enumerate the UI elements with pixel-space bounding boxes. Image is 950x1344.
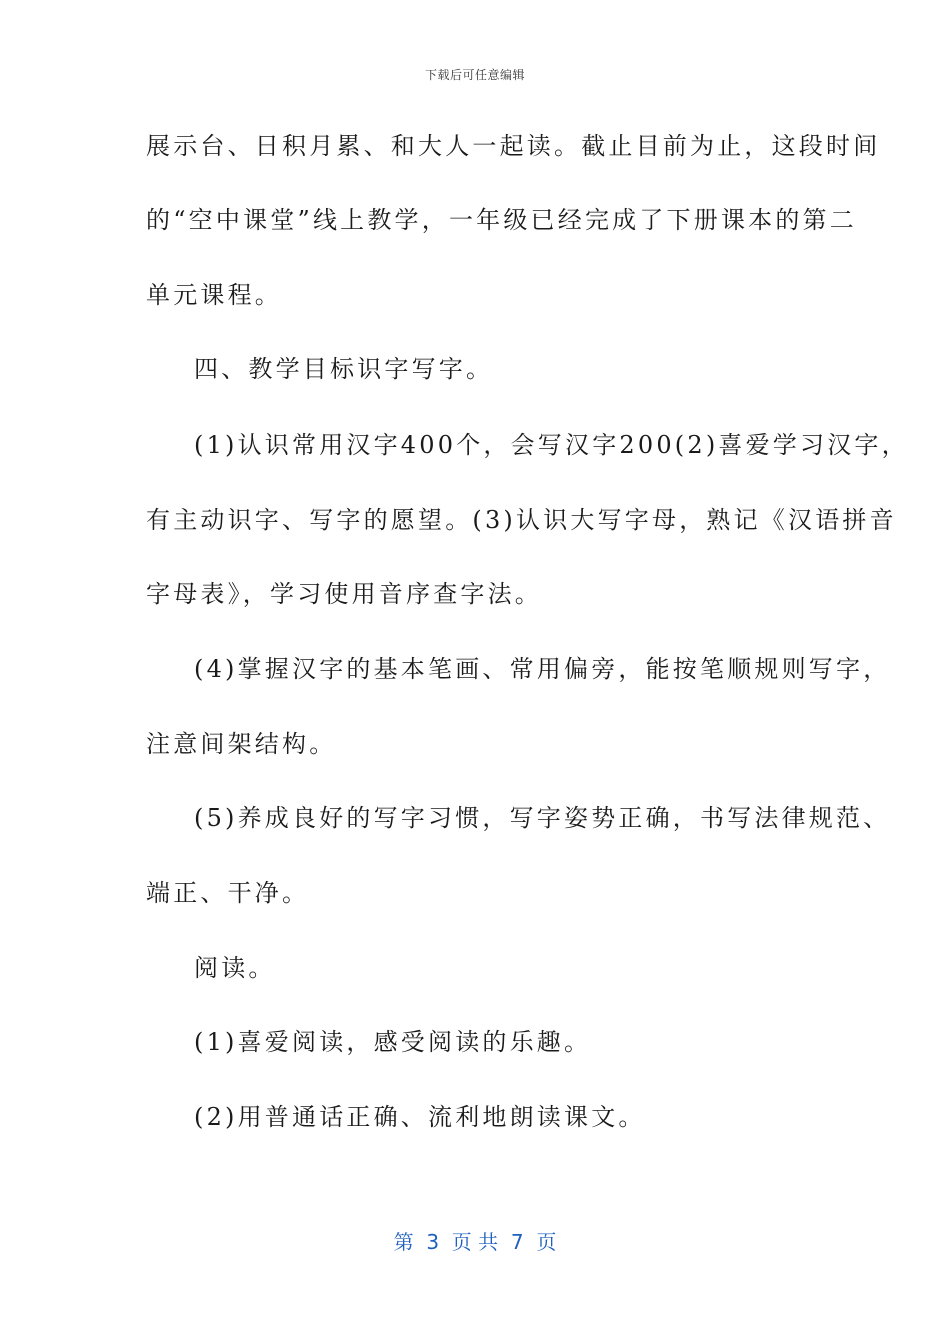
- text-line: (2)用普通话正确、流利地朗读课文。: [194, 1103, 646, 1131]
- text-line: 字母表》，学习使用音序查字法。: [146, 580, 542, 608]
- text-line: (1)认识常用汉字400个，会写汉字200(2)喜爱学习汉字，: [194, 431, 909, 459]
- text-line: (1)喜爱阅读，感受阅读的乐趣。: [194, 1028, 592, 1056]
- section-heading: 四、教学目标识字写字。: [194, 355, 494, 383]
- text-line: (5)养成良好的写字习惯，写字姿势正确，书写法律规范、: [194, 804, 891, 832]
- page-number-footer: 第 3 页 共 7 页: [393, 1230, 557, 1254]
- text-line: (4)掌握汉字的基本笔画、常用偏旁，能按笔顺规则写字，: [194, 655, 891, 683]
- download-note: 下载后可任意编辑: [424, 68, 525, 82]
- text-line: 的“空中课堂”线上教学，一年级已经完成了下册课本的第二: [146, 206, 857, 234]
- text-line: 单元课程。: [146, 281, 282, 309]
- section-heading: 阅读。: [194, 954, 276, 982]
- text-line: 展示台、日积月累、和大人一起读。截止目前为止，这段时间: [146, 132, 881, 160]
- text-line: 端正、干净。: [146, 879, 310, 907]
- text-line: 注意间架结构。: [146, 730, 337, 758]
- text-line: 有主动识字、写字的愿望。(3)认识大写字母，熟记《汉语拼音: [146, 506, 897, 534]
